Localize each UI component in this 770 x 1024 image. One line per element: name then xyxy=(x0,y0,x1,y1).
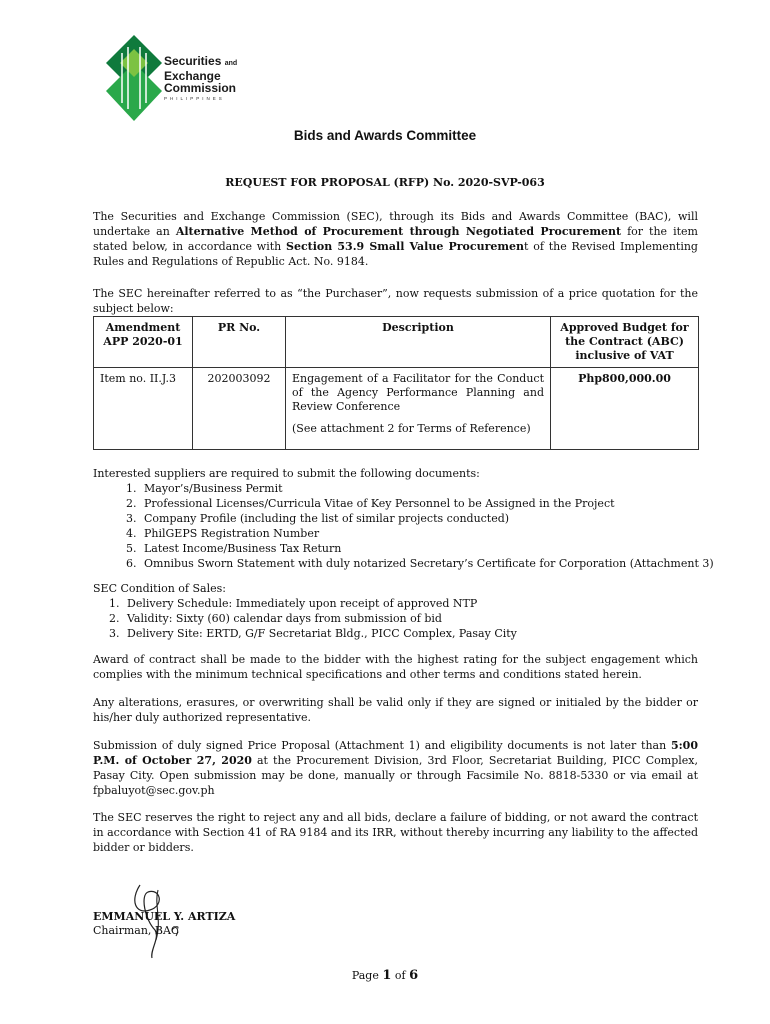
table-header-row xyxy=(94,317,699,368)
documents-intro: Interested suppliers are required to submit the following documents: xyxy=(93,467,480,480)
documents-section xyxy=(93,466,714,571)
attachment-note: (See attachment 2 for Terms of Reference) xyxy=(292,422,531,435)
sec-logo xyxy=(104,33,254,123)
alterations-paragraph: Any alterations, erasures, or overwriting shall be valid only if they are signed or initialed by the bidder or his/her duly authorized representative. xyxy=(93,696,698,724)
intro-paragraph: The Securities and Exchange Commission (SEC), through its Bids and Awards Committee (BAC), will undertake an Alternative Method of Procurement through Negotiated Procurement for the item stated below, in accordance with Section 53.9 Small Value Procurement of the Revised Implementing Rules and Regulations of Republic Act. No. 9184. xyxy=(93,210,698,268)
sec-logo-icon xyxy=(104,33,164,123)
signatory-name: EMMANUEL Y. ARTIZA xyxy=(93,910,236,923)
cell-description xyxy=(286,368,551,450)
col-pr-no: PR No. xyxy=(193,317,286,368)
list-item: 3. Company Profile (including the list of similar projects conducted) xyxy=(140,511,714,526)
list-item: 1. Mayor’s/Business Permit xyxy=(140,481,714,496)
award-paragraph: Award of contract shall be made to the bidder with the highest rating for the subject engagement which complies with the minimum technical specifications and other terms and conditions stated herein. xyxy=(93,653,698,681)
signatory-title: Chairman, BAC xyxy=(93,924,180,937)
documents-list xyxy=(93,481,714,571)
reserve-paragraph: The SEC reserves the right to reject any and all bids, declare a failure of bidding, or not award the contract in accordance with Section 41 of RA 9184 and its IRR, without thereby incurring any liability to the affected bidder or bidders. xyxy=(93,811,698,854)
conditions-section xyxy=(93,581,517,641)
list-item: 4. PhilGEPS Registration Number xyxy=(140,526,714,541)
table-row xyxy=(94,368,699,450)
conditions-intro: SEC Condition of Sales: xyxy=(93,582,226,595)
description-text: Engagement of a Facilitator for the Conduct of the Agency Performance Planning and Review Conference xyxy=(292,372,544,413)
committee-heading: Bids and Awards Committee xyxy=(293,128,477,143)
list-item: 1. Delivery Schedule: Immediately upon receipt of approved NTP xyxy=(123,596,517,611)
purchaser-paragraph: The SEC hereinafter referred to as “the Purchaser”, now requests submission of a price quotation for the subject below: xyxy=(93,287,698,315)
cell-item: Item no. II.J.3 xyxy=(94,368,193,450)
cell-abc: Php800,000.00 xyxy=(551,368,699,450)
list-item: 2. Validity: Sixty (60) calendar days from submission of bid xyxy=(123,611,517,626)
rfp-table xyxy=(93,316,699,450)
cell-pr: 202003092 xyxy=(193,368,286,450)
rfp-title: REQUEST FOR PROPOSAL (RFP) No. 2020-SVP-063 xyxy=(225,176,545,189)
logo-wordmark: Securities and Exchange Commission PHILIPPINES xyxy=(164,54,238,101)
conditions-list xyxy=(93,596,517,641)
list-item: 6. Omnibus Sworn Statement with duly notarized Secretary’s Certificate for Corporation (Attachment 3) xyxy=(140,556,714,571)
col-abc: Approved Budget for the Contract (ABC) inclusive of VAT xyxy=(551,317,699,368)
list-item: 5. Latest Income/Business Tax Return xyxy=(140,541,714,556)
list-item: 2. Professional Licenses/Curricula Vitae of Key Personnel to be Assigned in the Project xyxy=(140,496,714,511)
col-amendment: Amendment APP 2020-01 xyxy=(94,317,193,368)
col-description: Description xyxy=(286,317,551,368)
list-item: 3. Delivery Site: ERTD, G/F Secretariat Bldg., PICC Complex, Pasay City xyxy=(123,626,517,641)
submission-paragraph: Submission of duly signed Price Proposal (Attachment 1) and eligibility documents is not later than 5:00 P.M. of October 27, 2020 at the Procurement Division, 3rd Floor, Secretariat Building, PICC Complex, Pasay City. Open submission may be done, manually or through Facsimile No. 8818-5330 or via email at fpbaluyot@sec.gov.ph xyxy=(93,739,698,797)
page-footer: Page 1 of 6 xyxy=(351,968,419,983)
